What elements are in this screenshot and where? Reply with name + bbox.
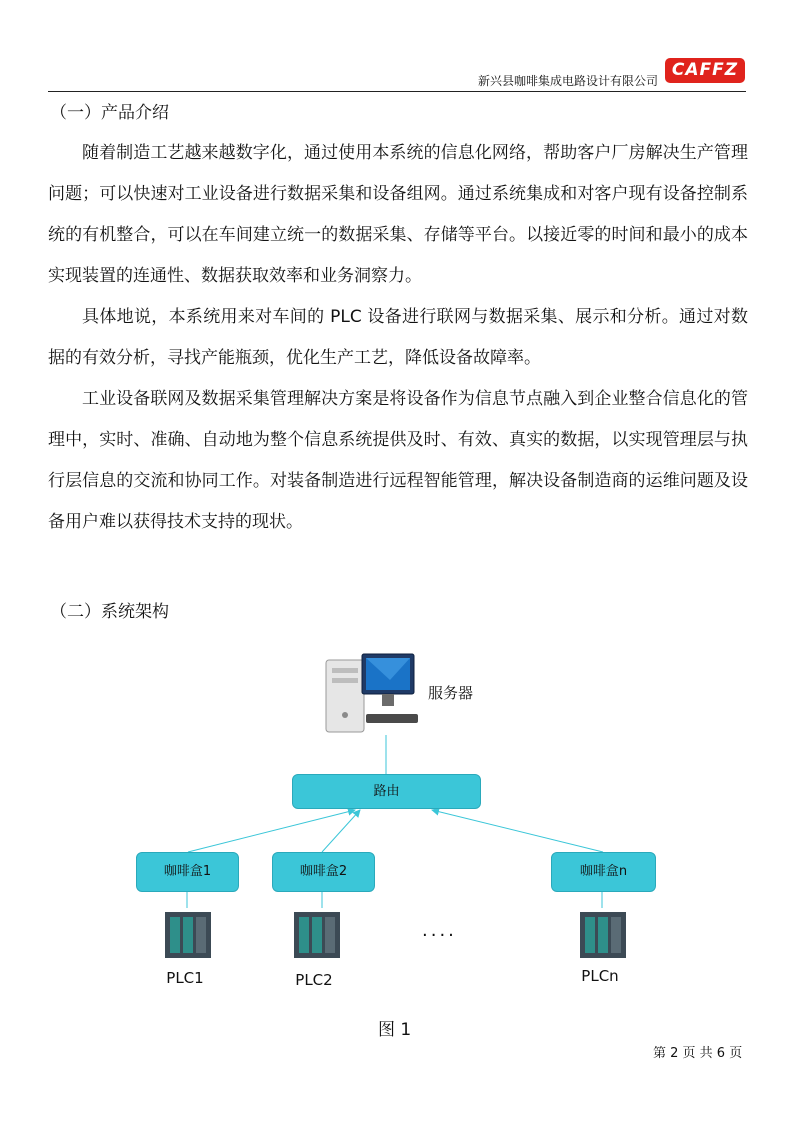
ellipsis-more-devices: .... — [422, 920, 457, 941]
plc1-label: PLC1 — [166, 969, 204, 987]
box1-router-arrow — [188, 810, 355, 852]
plc2-icon — [294, 912, 340, 958]
paragraph-intro-2: 具体地说，本系统用来对车间的 PLC 设备进行联网与数据采集、展示和分析。通过对数据的有效分析，寻找产能瓶颈，优化生产工艺，降低设备故障率。 — [48, 307, 748, 368]
company-logo: CAFFZ — [665, 58, 745, 83]
figure-caption: 图 1 — [378, 1020, 412, 1040]
header-company-name: 新兴县咖啡集成电路设计有限公司 — [478, 74, 659, 88]
paragraph-intro-1: 随着制造工艺越来越数字化，通过使用本系统的信息化网络，帮助客户厂房解决生产管理问题；可以快速对工业设备进行数据采集和设备组网。通过系统集成和对客户现有设备控制系统的有机整合，可以在车间建立统一的数据采集、存储等平台。以接近零的时间和最小的成本实现装置的连通性、数据获取效率和业务洞察力。 — [48, 143, 748, 286]
section-heading-architecture: （二）系统架构 — [50, 602, 169, 622]
diagram-connectors — [0, 640, 793, 1010]
router-node: 路由 — [292, 774, 481, 809]
page-number: 第 2 页 共 6 页 — [653, 1046, 743, 1061]
section-heading-product-intro: （一）产品介绍 — [50, 103, 169, 123]
plc1-icon — [165, 912, 211, 958]
header-divider — [48, 91, 746, 92]
box2-router-arrow — [322, 810, 360, 852]
plc2-label: PLC2 — [295, 971, 333, 989]
boxn-router-arrow — [432, 810, 603, 852]
server-label: 服务器 — [428, 684, 474, 702]
plcn-label: PLCn — [581, 967, 619, 985]
coffee-box-1: 咖啡盒1 — [136, 852, 239, 892]
plcn-icon — [580, 912, 626, 958]
paragraph-intro-3: 工业设备联网及数据采集管理解决方案是将设备作为信息节点融入到企业整合信息化的管理中，实时、准确、自动地为整个信息系统提供及时、有效、真实的数据，以实现管理层与执行层信息的交流和协同工作。对装备制造进行远程智能管理，解决设备制造商的运维问题及设备用户难以获得技术支持的现状。 — [48, 389, 748, 532]
system-architecture-diagram — [0, 640, 793, 1010]
coffee-box-2: 咖啡盒2 — [272, 852, 375, 892]
server-icon — [326, 654, 418, 732]
coffee-box-n: 咖啡盒n — [551, 852, 656, 892]
